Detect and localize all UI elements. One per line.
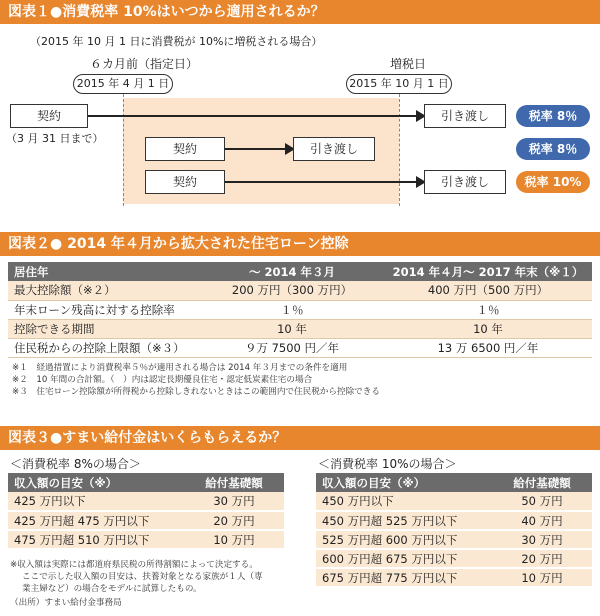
- row1-rate-badge: 税率 8％: [516, 105, 590, 127]
- cell-value: 10 年: [384, 319, 592, 338]
- header-residence-year: 居住年: [8, 262, 200, 281]
- header-benefit: 給付基礎額: [184, 473, 284, 492]
- benefit-table-10pct: [316, 473, 592, 588]
- source-note: （出所）すまい給付金事務局: [10, 598, 122, 608]
- row3-delivery-box: 引き渡し: [424, 170, 506, 194]
- footnote-1: ※１ 経過措置により消費税率５％が適用される場合は 2014 年３月までの条件を適用: [12, 363, 348, 373]
- benefit-cell: 20 万円: [184, 511, 284, 530]
- cell-value: １％: [384, 300, 592, 319]
- figure1-subtitle: （2015 年 10 月 1 日に消費税が 10%に増税される場合）: [30, 35, 323, 48]
- footnote-3: ※３ 住宅ローン控除額が所得税から控除しきれないときはこの範囲内で住民税から控除できる: [12, 387, 380, 397]
- april-divider: [123, 94, 124, 206]
- table-row: [8, 319, 592, 338]
- tax-day-label: 増税日: [390, 57, 427, 71]
- table-row: [8, 530, 284, 549]
- row2-rate-badge: 税率 8％: [516, 138, 590, 160]
- header-income: 収入額の目安（※）: [316, 473, 492, 492]
- table-header-row: [316, 473, 592, 492]
- income-cell: 675 万円超 775 万円以下: [316, 568, 492, 587]
- row-label: 最大控除額（※２）: [8, 281, 200, 300]
- cell-value: 13 万 6500 円／年: [384, 338, 592, 357]
- benefit-cell: 20 万円: [492, 549, 592, 568]
- income-cell: 425 万円以下: [8, 492, 184, 511]
- row3-arrow: [225, 181, 424, 183]
- header-until-2014: 〜 2014 年３月: [200, 262, 384, 281]
- cell-value: ９万 7500 円／年: [200, 338, 384, 357]
- left-table-caption: ＜消費税率 8%の場合＞: [10, 457, 141, 471]
- table-row: [316, 511, 592, 530]
- row1-deadline-note: （3 月 31 日まで）: [6, 132, 104, 145]
- benefit-cell: 10 万円: [184, 530, 284, 549]
- row1-delivery-box: 引き渡し: [424, 104, 506, 128]
- row2-contract-box: 契約: [145, 137, 225, 161]
- figure1-title: 図表１●消費税率 10%はいつから適用されるか？: [0, 0, 600, 24]
- row1-contract-box: 契約: [10, 104, 88, 128]
- benefit-cell: 40 万円: [492, 511, 592, 530]
- benefit-cell: 50 万円: [492, 492, 592, 511]
- header-2014-2017: 2014 年４月〜 2017 年末（※１）: [384, 262, 592, 281]
- income-cell: 600 万円超 675 万円以下: [316, 549, 492, 568]
- header-benefit: 給付基礎額: [492, 473, 592, 492]
- row-label: 控除できる期間: [8, 319, 200, 338]
- benefit-cell: 30 万円: [492, 530, 592, 549]
- benefit-cell: 10 万円: [492, 568, 592, 587]
- date-badge-october: 2015 年 10 月 1 日: [346, 74, 452, 94]
- october-divider: [399, 94, 400, 206]
- row3-contract-box: 契約: [145, 170, 225, 194]
- figure3-title: 図表３●すまい給付金はいくらもらえるか？: [0, 426, 600, 450]
- row2-arrow: [225, 148, 293, 150]
- date-badge-april: 2015 年 4 月 1 日: [73, 74, 173, 94]
- header-income: 収入額の目安（※）: [8, 473, 184, 492]
- row2-delivery-box: 引き渡し: [293, 137, 375, 161]
- figure2-title: 図表２● 2014 年４月から拡大された住宅ローン控除: [0, 232, 600, 256]
- cell-value: １％: [200, 300, 384, 319]
- income-cell: 525 万円超 600 万円以下: [316, 530, 492, 549]
- table-row: [316, 568, 592, 587]
- row3-rate-badge: 税率 10%: [516, 171, 590, 193]
- row-label: 住民税からの控除上限額（※３）: [8, 338, 200, 357]
- income-cell: 450 万円以下: [316, 492, 492, 511]
- table-row: [8, 492, 284, 511]
- table-row: [8, 511, 284, 530]
- benefit-note-2: ここで示した収入額の目安は、扶養対象となる家族が１人（専: [22, 572, 263, 582]
- six-months-label: ６カ月前（指定日）: [90, 57, 199, 71]
- cell-value: 200 万円（300 万円）: [200, 281, 384, 300]
- table-row: [316, 492, 592, 511]
- income-cell: 450 万円超 525 万円以下: [316, 511, 492, 530]
- table-header-row: [8, 262, 592, 281]
- cell-value: 400 万円（500 万円）: [384, 281, 592, 300]
- row-label: 年末ローン残高に対する控除率: [8, 300, 200, 319]
- benefit-cell: 30 万円: [184, 492, 284, 511]
- table-row: [316, 549, 592, 568]
- income-cell: 475 万円超 510 万円以下: [8, 530, 184, 549]
- row1-arrow: [88, 115, 424, 117]
- income-cell: 425 万円超 475 万円以下: [8, 511, 184, 530]
- table-header-row: [8, 473, 284, 492]
- cell-value: 10 年: [200, 319, 384, 338]
- loan-deduction-table: [8, 262, 592, 358]
- table-row: [8, 300, 592, 319]
- table-row: [8, 338, 592, 357]
- benefit-note-3: 業主婦など）の場合をモデルに試算したもの。: [22, 584, 202, 594]
- right-table-caption: ＜消費税率 10%の場合＞: [318, 457, 457, 471]
- table-row: [8, 281, 592, 300]
- benefit-table-8pct: [8, 473, 284, 550]
- table-row: [316, 530, 592, 549]
- benefit-note-1: ※収入額は実際には都道府県民税の所得割額によって決定する。: [10, 560, 258, 570]
- footnote-2: ※２ 10 年間の合計額。（ ）内は認定長期優良住宅・認定低炭素住宅の場合: [12, 375, 313, 385]
